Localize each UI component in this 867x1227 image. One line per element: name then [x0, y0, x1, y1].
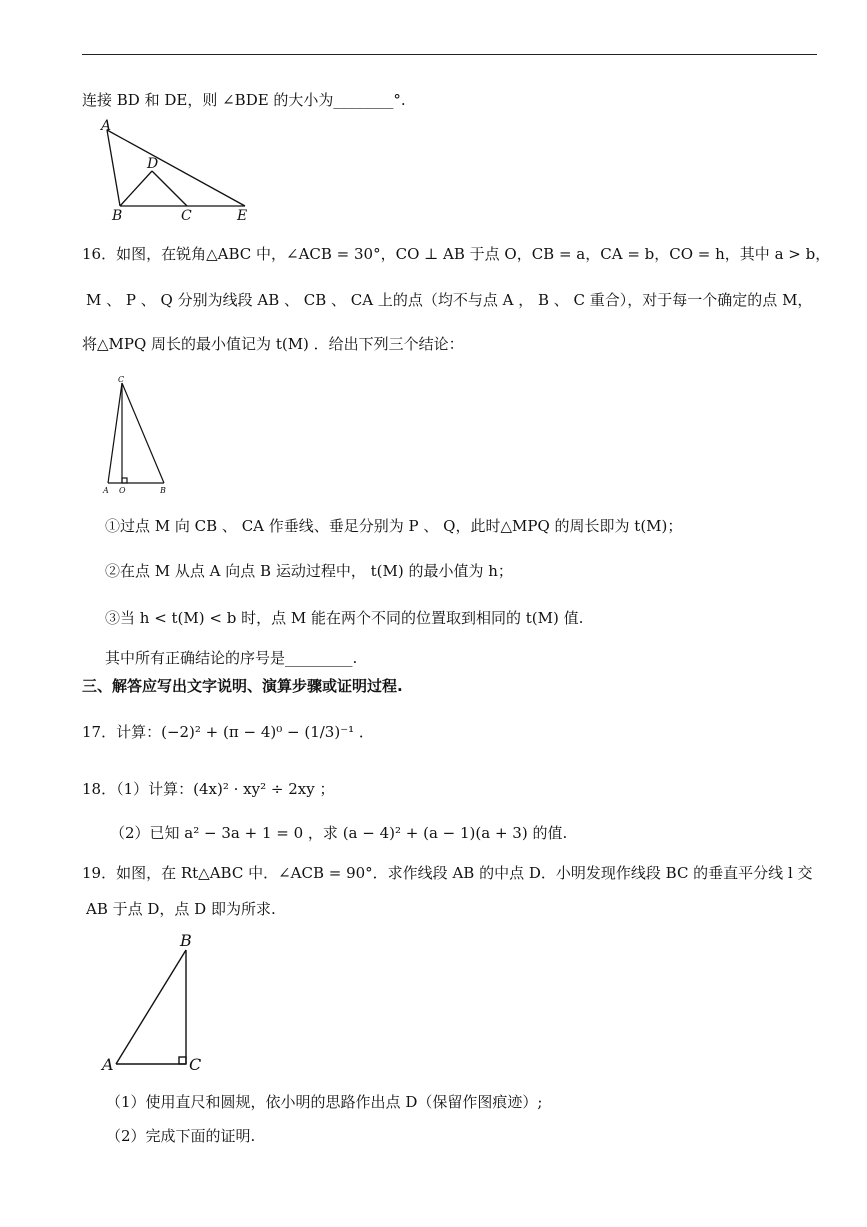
problem-18-part-2: （2）已知 a² − 3a + 1 = 0 ，求 (a − 4)² + (a − 1)(a + 3) 的值.: [110, 824, 568, 842]
problem-16-line-3: 将△MPQ 周长的最小值记为 t(M) ．给出下列三个结论：: [82, 335, 464, 353]
label-b: B: [112, 208, 123, 224]
label-b: B: [180, 931, 192, 950]
figure-triangle-abc-altitude: [98, 370, 178, 500]
header-rule: [82, 54, 817, 55]
label-c: C: [181, 208, 192, 224]
figure-triangle-abde: [95, 118, 265, 228]
problem-19-line-1: 19．如图，在 Rt△ABC 中．∠ACB = 90°．求作线段 AB 的中点 D．小明发现作线段 BC 的垂直平分线 l 交: [82, 864, 813, 882]
label-e: E: [237, 208, 248, 224]
problem-18-part-1: 18．（1）计算：(4x)² · xy² ÷ 2xy ；: [82, 780, 335, 798]
problem-16-answer: 其中所有正确结论的序号是_________.: [105, 649, 358, 667]
problem-16-line-1: 16．如图，在锐角△ABC 中，∠ACB = 30°，CO ⊥ AB 于点 O，CB = a，CA = b，CO = h，其中 a > b，: [82, 245, 831, 263]
label-b: B: [160, 486, 166, 495]
problem-19-line-2: AB 于点 D，点 D 即为所求.: [86, 900, 276, 918]
label-a: A: [103, 486, 109, 495]
conclusion-1: ①过点 M 向 CB 、 CA 作垂线、垂足分别为 P 、 Q，此时△MPQ 的周长即为 t(M)；: [105, 517, 683, 535]
label-a: A: [101, 118, 112, 134]
conclusion-3: ③当 h < t(M) < b 时，点 M 能在两个不同的位置取到相同的 t(M) 值.: [105, 609, 584, 627]
label-c: C: [118, 375, 125, 384]
label-d: D: [147, 156, 159, 172]
section-3-heading: 三、解答应写出文字说明、演算步骤或证明过程.: [82, 677, 403, 695]
problem-17: 17．计算：(−2)² + (π − 4)⁰ − (1/3)⁻¹ ．: [82, 723, 374, 741]
problem-19-step-2: （2）完成下面的证明.: [106, 1127, 256, 1145]
label-c: C: [189, 1055, 202, 1074]
problem-16-line-2: M 、 P 、 Q 分别为线段 AB 、 CB 、 CA 上的点（均不与点 A ， B 、 C 重合），对于每一个确定的点 M，: [86, 291, 813, 309]
label-o: O: [119, 486, 126, 495]
label-a: A: [102, 1055, 114, 1074]
problem-15-tail: 连接 BD 和 DE，则 ∠BDE 的大小为________°.: [82, 91, 406, 109]
problem-19-step-1: （1）使用直尺和圆规，依小明的思路作出点 D（保留作图痕迹）;: [106, 1093, 543, 1111]
conclusion-2: ②在点 M 从点 A 向点 B 运动过程中， t(M) 的最小值为 h；: [105, 562, 513, 580]
figure-right-triangle-abc: [98, 928, 218, 1076]
